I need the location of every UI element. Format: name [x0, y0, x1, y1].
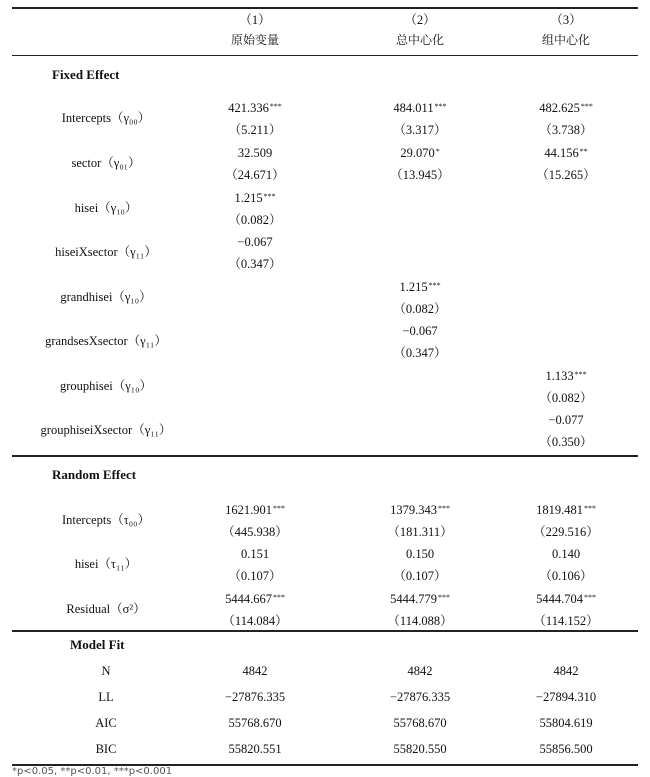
- fixed-row-label-value: Intercepts（γ₀₀）: [61, 111, 151, 125]
- random-row-se: [190, 614, 320, 629]
- fixed-row-coef-value: 29.070: [400, 146, 435, 160]
- fit-row-value-value: 55856.500: [539, 742, 593, 756]
- random-row-se: [350, 525, 490, 540]
- col3-name: 组中心化: [541, 33, 590, 47]
- fit-row-value: [496, 742, 636, 757]
- fixed-row-se: [496, 391, 636, 406]
- col1-name: 原始变量: [230, 33, 279, 47]
- fixed-row-coef: [496, 101, 636, 116]
- random-row-label: [14, 602, 198, 617]
- random-row-coef-significance: ***: [272, 504, 285, 513]
- fixed-row-label-value: grouphisei（γ₁₀）: [59, 379, 152, 393]
- col3-number: （3）: [550, 13, 582, 27]
- fit-row-value: [190, 664, 320, 679]
- fixed-row-se: [496, 435, 636, 450]
- fixed-row-coef-value: −0.077: [548, 413, 584, 427]
- random-row-coef: [350, 592, 490, 607]
- random-row-coef-significance: ***: [583, 593, 596, 602]
- random-row-coef: [350, 503, 490, 518]
- random-row-se: [496, 569, 636, 584]
- fixed-row-coef-value: 1.215: [234, 191, 263, 205]
- fit-row-value-value: −27876.335: [389, 690, 451, 704]
- random-row-se-value: （0.107）: [393, 569, 447, 583]
- fixed-row-coef-value: −0.067: [402, 324, 438, 338]
- fit-row-label-value: LL: [98, 690, 114, 704]
- fixed-row-se: [350, 302, 490, 317]
- random-row-se: [190, 569, 320, 584]
- fixed-row-se: [496, 123, 636, 138]
- fixed-row-se-value: （0.347）: [228, 257, 282, 271]
- random-row-se-value: （114.084）: [222, 614, 288, 628]
- fixed-row-se-value: （3.317）: [393, 123, 447, 137]
- random-row-se-value: （229.516）: [533, 525, 599, 539]
- fixed-row-coef: [190, 191, 320, 206]
- fixed-row-coef-value: 484.011: [393, 101, 434, 115]
- fixed-row-se: [190, 257, 320, 272]
- fit-row-value: [350, 690, 490, 705]
- fixed-row-label: [14, 111, 198, 126]
- random-row-label: [14, 557, 198, 572]
- fit-row-value: [350, 664, 490, 679]
- fixed-row-coef-value: 32.509: [237, 146, 273, 160]
- random-row-se-value: （0.107）: [228, 569, 282, 583]
- random-row-coef-value: 0.151: [240, 547, 270, 561]
- fixed-row-coef-significance: ***: [580, 102, 593, 111]
- fixed-row-label-value: grandsesXsector（γ₁₁）: [45, 334, 167, 348]
- fixed-row-label-value: hiseiXsector（γ₁₁）: [55, 245, 157, 259]
- random-row-label-value: Residual（σ²）: [66, 602, 146, 616]
- fit-row-label: [14, 742, 198, 757]
- section-title-fixed: Fixed Effect: [52, 67, 120, 82]
- fixed-row-se-value: （0.082）: [393, 302, 447, 316]
- fit-row-label-value: BIC: [95, 742, 117, 756]
- random-row-coef: [496, 592, 636, 607]
- random-row-coef: [496, 503, 636, 518]
- fit-row-value: [190, 690, 320, 705]
- fit-row-value-value: 55820.551: [228, 742, 282, 756]
- fit-row-label: [14, 690, 198, 705]
- fixed-row-se: [350, 123, 490, 138]
- random-row-se: [350, 614, 490, 629]
- section-rule-random: [12, 455, 638, 457]
- fit-row-value-value: 4842: [553, 664, 579, 678]
- random-row-se: [496, 525, 636, 540]
- fit-row-value: [496, 664, 636, 679]
- random-row-label-value: hisei（τ₁₁）: [74, 557, 138, 571]
- fixed-row-label: [14, 201, 198, 216]
- fit-row-label: [14, 664, 198, 679]
- random-row-se-value: （114.152）: [533, 614, 599, 628]
- fixed-row-coef: [350, 280, 490, 295]
- fixed-row-coef-significance: ***: [434, 102, 447, 111]
- fixed-row-se: [190, 123, 320, 138]
- fixed-row-coef-value: 482.625: [539, 101, 580, 115]
- fit-row-label: [14, 716, 198, 731]
- fixed-row-label-value: hisei（γ₁₀）: [74, 201, 138, 215]
- fixed-row-coef-value: 1.215: [399, 280, 428, 294]
- fit-row-value-value: 55820.550: [393, 742, 447, 756]
- fixed-row-label-value: grandhisei（γ₁₀）: [60, 290, 152, 304]
- random-row-coef-value: 5444.704: [536, 592, 583, 606]
- fixed-row-coef-significance: ***: [263, 192, 276, 201]
- fixed-row-se: [350, 168, 490, 183]
- random-row-se: [350, 569, 490, 584]
- fixed-row-coef-significance: *: [435, 147, 440, 156]
- random-row-coef-significance: ***: [437, 504, 450, 513]
- fit-row-label-value: AIC: [95, 716, 117, 730]
- fixed-row-se-value: （15.265）: [536, 168, 596, 182]
- fixed-row-coef: [190, 146, 320, 161]
- fixed-row-label: [14, 334, 198, 349]
- fixed-row-label: [14, 290, 198, 305]
- random-row-se-value: （114.088）: [387, 614, 453, 628]
- fit-row-value: [350, 716, 490, 731]
- fixed-row-coef: [496, 369, 636, 384]
- fixed-row-se-value: （13.945）: [390, 168, 450, 182]
- random-row-coef-significance: ***: [272, 593, 285, 602]
- fixed-row-label: [14, 156, 198, 171]
- fixed-row-se: [496, 168, 636, 183]
- fixed-row-coef: [496, 413, 636, 428]
- fixed-row-coef: [350, 146, 490, 161]
- fixed-row-se-value: （3.738）: [539, 123, 593, 137]
- fit-row-value-value: −27894.310: [535, 690, 597, 704]
- fit-row-value-value: −27876.335: [224, 690, 286, 704]
- random-row-coef-value: 0.150: [405, 547, 435, 561]
- fixed-row-label: [14, 245, 198, 260]
- fixed-row-se-value: （0.350）: [539, 435, 593, 449]
- random-row-coef: [190, 503, 320, 518]
- fixed-row-coef-value: 1.133: [545, 369, 574, 383]
- fixed-row-coef: [350, 101, 490, 116]
- fit-row-label-value: N: [101, 664, 111, 678]
- col2-number: （2）: [404, 13, 436, 27]
- fit-row-value: [190, 716, 320, 731]
- section-rule-fit: [12, 630, 638, 632]
- random-row-coef-significance: ***: [583, 504, 596, 513]
- random-row-coef-value: 1379.343: [390, 503, 437, 517]
- fixed-row-coef: [190, 235, 320, 250]
- random-row-coef-value: 5444.667: [225, 592, 272, 606]
- fixed-row-se-value: （0.082）: [539, 391, 593, 405]
- random-row-coef: [190, 592, 320, 607]
- header-rule: [12, 55, 638, 56]
- fixed-row-se-value: （0.347）: [393, 346, 447, 360]
- fixed-row-coef: [496, 146, 636, 161]
- random-row-coef: [496, 547, 636, 562]
- fit-row-value-value: 4842: [242, 664, 268, 678]
- random-row-se-value: （0.106）: [539, 569, 593, 583]
- random-row-se-value: （181.311）: [387, 525, 453, 539]
- fixed-row-coef-significance: ***: [428, 281, 441, 290]
- fixed-row-label-value: grouphiseiXsector（γ₁₁）: [40, 423, 172, 437]
- section-title-random: Random Effect: [52, 467, 137, 482]
- fixed-row-se-value: （0.082）: [228, 213, 282, 227]
- random-row-se: [496, 614, 636, 629]
- col2-name: 总中心化: [395, 33, 444, 47]
- random-row-se-value: （445.938）: [222, 525, 288, 539]
- random-row-coef-value: 0.140: [551, 547, 581, 561]
- fit-row-value: [190, 742, 320, 757]
- col1-number: （1）: [239, 13, 271, 27]
- fixed-row-coef: [350, 324, 490, 339]
- fixed-row-label-value: sector（γ₀₁）: [71, 156, 141, 170]
- fit-row-value-value: 4842: [407, 664, 433, 678]
- fixed-row-se: [190, 213, 320, 228]
- fixed-row-label: [14, 423, 198, 438]
- fit-row-value: [496, 690, 636, 705]
- random-row-label: [14, 513, 198, 528]
- fixed-row-coef-value: −0.067: [237, 235, 273, 249]
- fixed-row-se-value: （5.211）: [228, 123, 282, 137]
- fixed-row-coef-value: 44.156: [544, 146, 579, 160]
- top-rule: [12, 7, 638, 9]
- random-row-coef-value: 5444.779: [390, 592, 437, 606]
- random-row-label-value: Intercepts（τ₀₀）: [61, 513, 151, 527]
- random-row-coef-significance: ***: [437, 593, 450, 602]
- footnote: *p<0.05, **p<0.01, ***p<0.001: [12, 766, 173, 777]
- fixed-row-se: [190, 168, 320, 183]
- fit-row-value-value: 55768.670: [393, 716, 447, 730]
- fit-row-value: [350, 742, 490, 757]
- section-title-fit: Model Fit: [70, 637, 125, 652]
- fit-row-value: [496, 716, 636, 731]
- fixed-row-coef-value: 421.336: [228, 101, 269, 115]
- fixed-row-coef-significance: ***: [574, 370, 587, 379]
- fixed-row-coef: [190, 101, 320, 116]
- random-row-coef: [350, 547, 490, 562]
- fixed-row-coef-significance: **: [579, 147, 588, 156]
- random-row-se: [190, 525, 320, 540]
- fit-row-value-value: 55768.670: [228, 716, 282, 730]
- fixed-row-coef-significance: ***: [269, 102, 282, 111]
- fit-row-value-value: 55804.619: [539, 716, 593, 730]
- fixed-row-se: [350, 346, 490, 361]
- fixed-row-label: [14, 379, 198, 394]
- fixed-row-se-value: （24.671）: [225, 168, 285, 182]
- random-row-coef: [190, 547, 320, 562]
- random-row-coef-value: 1819.481: [536, 503, 583, 517]
- random-row-coef-value: 1621.901: [225, 503, 272, 517]
